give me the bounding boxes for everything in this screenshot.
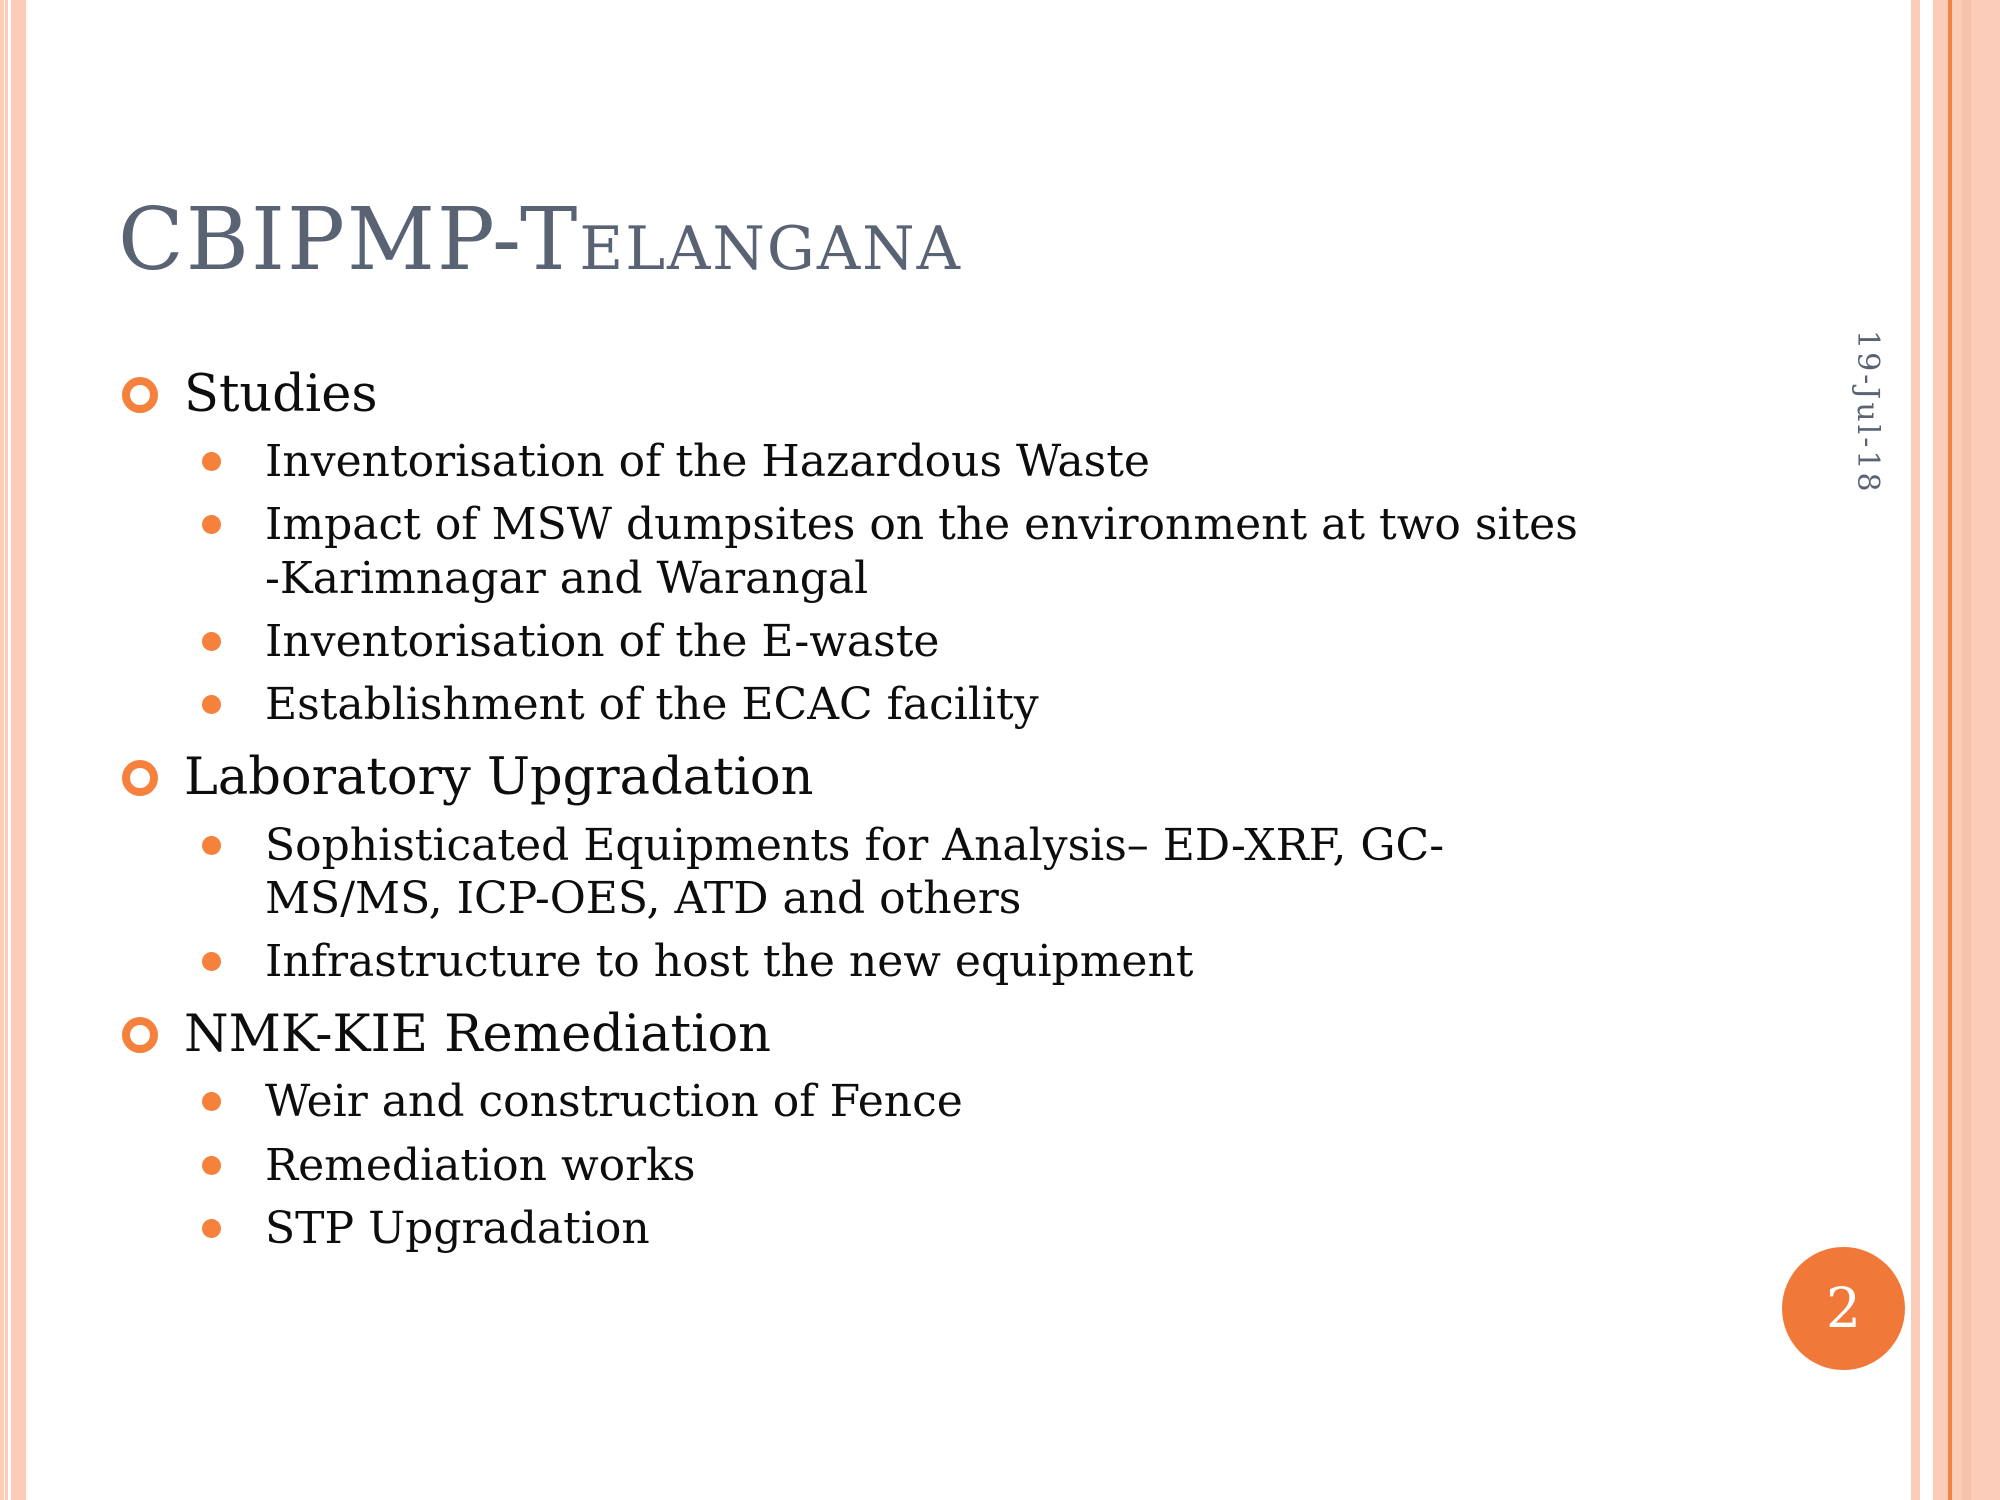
right-border-accent-line — [1948, 0, 1952, 1500]
left-border-stripe-outer — [0, 0, 4, 1500]
bullet-dot-icon — [202, 836, 221, 855]
list-item — [120, 819, 1820, 925]
list-item-text — [265, 1202, 650, 1255]
list-item-line: -Karimnagar and Warangal — [265, 552, 869, 604]
list-item-line: Inventorisation of the E-waste — [265, 615, 940, 667]
bullet-ring-icon — [122, 760, 158, 796]
left-border-stripe-wide — [11, 0, 26, 1500]
bullet-ring-icon — [122, 377, 158, 413]
list-item-text — [265, 615, 939, 668]
list-item-line: Establishment of the ECAC facility — [265, 679, 1039, 731]
list-item — [120, 615, 1820, 668]
section-heading-label: NMK-KIE Remediation — [184, 1005, 771, 1065]
bullet-dot-icon — [202, 1156, 221, 1175]
list-item-text — [265, 435, 1150, 488]
page-number: 2 — [1826, 1276, 1861, 1340]
section-heading-label: Studies — [184, 365, 378, 424]
list-item — [120, 435, 1820, 488]
bullet-dot-icon — [202, 695, 221, 714]
bullet-dot-icon — [202, 515, 221, 534]
list-item-line: Inventorisation of the Hazardous Waste — [265, 436, 1150, 488]
list-item-text — [265, 819, 1444, 925]
bullet-dot-icon — [202, 1092, 221, 1111]
slide-body — [120, 348, 1820, 1265]
list-item — [120, 498, 1820, 604]
section-heading-nmk-kie-remediation — [120, 1004, 1820, 1065]
right-border-sub-stripe — [1962, 0, 1971, 1500]
list-item-line: Remediation works — [265, 1139, 696, 1191]
bullet-dot-icon — [202, 632, 221, 651]
list-item-line: Sophisticated Equipments for Analysis– ED-XRF, GC- — [265, 819, 1445, 871]
section-heading-label: Laboratory Upgradation — [184, 748, 814, 808]
list-item-line: Weir and construction of Fence — [265, 1076, 963, 1128]
list-item — [120, 1202, 1820, 1255]
left-border-stripe-thin — [5, 0, 8, 1500]
list-item-line: Impact of MSW dumpsites on the environment at two sites — [265, 499, 1578, 551]
list-item — [120, 1075, 1820, 1128]
list-item-line: STP Upgradation — [265, 1202, 650, 1254]
bullet-dot-icon — [202, 452, 221, 471]
right-border-stripe-thin — [1911, 0, 1920, 1500]
list-item-text — [265, 1139, 695, 1192]
list-item-text — [265, 1075, 963, 1128]
list-item-line: MS/MS, ICP-OES, ATD and others — [265, 872, 1022, 924]
date-sidebar: 19-Jul-18 — [1850, 330, 1885, 495]
list-item-text — [265, 498, 1578, 604]
list-item — [120, 935, 1820, 988]
bullet-dot-icon — [202, 952, 221, 971]
list-item — [120, 1139, 1820, 1192]
section-heading-studies — [120, 364, 1820, 425]
page-number-badge — [1782, 1247, 1905, 1370]
list-item-line: Infrastructure to host the new equipment — [265, 936, 1194, 988]
bullet-ring-icon — [122, 1017, 158, 1053]
slide-title: CBIPMP-Telangana — [118, 190, 962, 290]
list-item-text — [265, 678, 1039, 731]
list-item-text — [265, 935, 1194, 988]
list-item — [120, 678, 1820, 731]
section-heading-laboratory-upgradation — [120, 747, 1820, 808]
bullet-dot-icon — [202, 1219, 221, 1238]
